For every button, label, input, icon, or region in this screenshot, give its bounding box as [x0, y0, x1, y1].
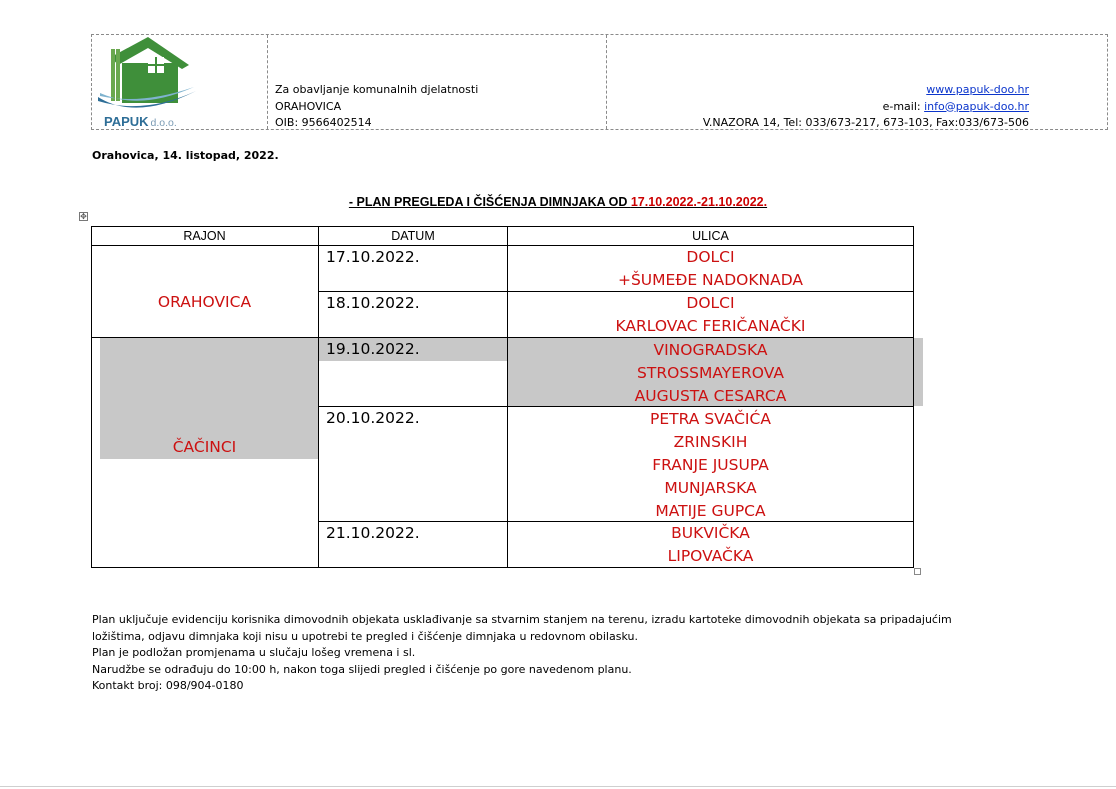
note-line: Plan uključuje evidenciju korisnika dimovodnih objekata usklađivanje sa stvarnim stanjem na terenu, izradu kartoteke dimovodnih objekata sa pripadajućim [92, 613, 952, 626]
letterhead-divider [267, 35, 268, 129]
date-cell: 20.10.2022. [326, 409, 420, 427]
table-resize-handle[interactable] [914, 568, 921, 575]
company-town: ORAHOVICA [275, 99, 342, 113]
street-list [508, 339, 913, 408]
column-header-datum: DATUM [391, 229, 435, 243]
rajon-orahovica: ORAHOVICA [157, 293, 252, 311]
street-list [508, 292, 913, 338]
street-list [508, 522, 913, 568]
column-header-rajon: RAJON [183, 229, 226, 243]
date-cell: 17.10.2022. [326, 248, 420, 266]
street-name: MUNJARSKA [664, 479, 757, 497]
company-activity: Za obavljanje komunalnih djelatnosti [275, 83, 479, 96]
date-cell: 18.10.2022. [326, 294, 420, 312]
date-cell: 21.10.2022. [326, 524, 420, 542]
street-name: KARLOVAC FERIČANAČKI [615, 317, 806, 335]
street-name: VINOGRADSKA [653, 341, 768, 359]
logo-wordmark: PAPUK d.o.o. [104, 114, 177, 129]
street-name: BUKVIČKA [671, 524, 750, 542]
street-name: DOLCI [686, 294, 735, 312]
street-name: STROSSMAYEROVA [637, 364, 784, 382]
letterhead-divider [606, 35, 607, 129]
street-name: AUGUSTA CESARCA [634, 387, 787, 405]
note-line: Plan je podložan promjenama u slučaju lošeg vremena i sl. [92, 646, 416, 659]
title-dates: 17.10.2022.-21.10.2022. [630, 195, 768, 209]
email-label: e-mail: [882, 99, 925, 113]
street-name: FRANJE JUSUPA [652, 456, 769, 474]
company-oib: OIB: 9566402514 [275, 116, 372, 129]
date-cell: 19.10.2022. [326, 340, 420, 358]
street-name: ZRINSKIH [673, 433, 748, 451]
street-list [508, 408, 913, 523]
note-line: Kontakt broj: 098/904-0180 [92, 679, 244, 692]
table-move-handle[interactable]: ✥ [80, 212, 87, 221]
contact-info [640, 82, 1029, 132]
street-name: MATIJE GUPCA [655, 502, 766, 520]
schedule-table [91, 226, 914, 568]
note-line: ložištima, odjavu dimnjaka koji nisu u upotrebi te pregled i čišćenje dimnjaka u redovnom obilasku. [92, 629, 638, 643]
street-name: DOLCI [686, 248, 735, 266]
street-list [508, 246, 913, 292]
note-line: Narudžbe se odrađuju do 10:00 h, nakon toga slijedi pregled i čišćenje po gore navedenom planu. [92, 662, 632, 676]
street-name: PETRA SVAČIĆA [650, 410, 771, 428]
street-name: LIPOVAČKA [667, 547, 754, 565]
email-link[interactable]: info@papuk-doo.hr [924, 99, 1029, 113]
street-name: +ŠUMEĐE NADOKNADA [617, 271, 804, 289]
title-text: - PLAN PREGLEDA I ČIŠĆENJA DIMNJAKA OD [348, 195, 631, 209]
rajon-cacinci: ČAČINCI [172, 438, 237, 456]
column-header-ulica: ULICA [692, 229, 729, 243]
document-title [0, 195, 1116, 209]
website-link[interactable]: www.papuk-doo.hr [926, 83, 1029, 96]
document-date: Orahovica, 14. listopad, 2022. [92, 149, 279, 162]
address-line: V.NAZORA 14, Tel: 033/673-217, 673-103, Fax:033/673-506 [702, 116, 1029, 129]
company-info [275, 82, 478, 132]
notes-block [92, 612, 952, 695]
page-bottom-edge [0, 786, 1116, 787]
